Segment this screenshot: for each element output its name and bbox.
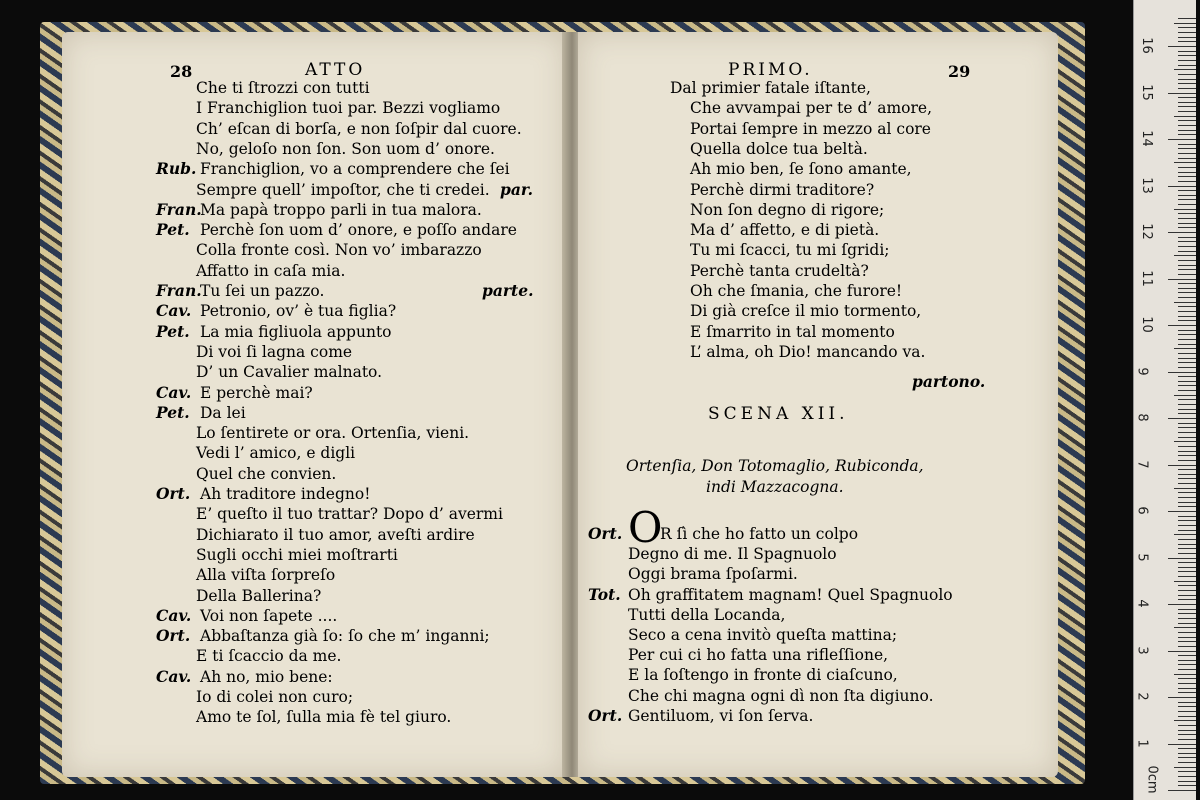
ruler-tick (1178, 613, 1196, 614)
verse-line: I Franchiglion tuoi par. Bezzi vogliamo (196, 99, 501, 118)
ruler-tick (1178, 148, 1196, 149)
speaker-label: Pet. (156, 321, 190, 341)
ruler-tick (1174, 348, 1196, 349)
ruler-tick (1178, 655, 1196, 656)
aria-line: Tu mi ſcacci, tu mi ſgridi; (690, 241, 890, 260)
ruler-tick (1178, 609, 1196, 610)
ruler-tick (1178, 246, 1196, 247)
ruler-number: 15 (1138, 83, 1154, 101)
scene-characters-line-2: indi Mazzacogna. (706, 478, 844, 496)
ruler-number: 12 (1138, 223, 1154, 240)
verse-line: Petronio, ov’ è tua figlia? (200, 302, 397, 321)
speaker-label: Fran. (156, 281, 202, 300)
speaker-label: Pet. (156, 402, 190, 422)
ruler-tick (1178, 74, 1196, 75)
ruler-tick (1178, 576, 1196, 577)
ruler-tick (1178, 781, 1196, 782)
verse-line: Io di colei non curo; (196, 688, 354, 706)
ruler-tick (1178, 376, 1196, 377)
ruler-tick (1174, 209, 1196, 210)
ruler-tick (1178, 385, 1196, 386)
aria-line: Ma d’ affetto, e di pietà. (690, 221, 880, 240)
ruler-tick (1178, 785, 1196, 786)
ruler-tick (1178, 539, 1196, 540)
ruler-tick (1178, 595, 1196, 596)
verse-line: Tu ſei un pazzo. (200, 282, 325, 300)
ruler-number: 13 (1138, 176, 1154, 194)
ruler-tick (1178, 204, 1196, 205)
ruler-tick (1174, 69, 1196, 70)
ruler-tick (1178, 483, 1196, 484)
ruler-tick (1178, 120, 1196, 121)
ruler-tick (1174, 255, 1196, 256)
ruler-tick (1178, 692, 1196, 693)
ruler-tick (1178, 306, 1196, 307)
ruler-tick (1168, 651, 1196, 652)
ruler-tick (1178, 623, 1196, 624)
ruler-tick (1178, 199, 1196, 200)
right-page-header: PRIMO. (728, 60, 813, 80)
scene-characters-line-1: Ortenſia, Don Totomaglio, Rubiconda, (626, 457, 924, 475)
speaker-label: Fran. (156, 199, 202, 219)
aria-line: Perchè tanta crudeltà? (690, 261, 869, 280)
ruler-tick (1178, 530, 1196, 531)
ruler-tick (1178, 678, 1196, 679)
ruler-tick (1168, 790, 1196, 791)
verse-line: No, geloſo non ſon. Son uom d’ onore. (196, 139, 495, 158)
ruler-tick (1178, 311, 1196, 312)
ruler-tick (1178, 585, 1196, 586)
ruler-tick (1178, 79, 1196, 80)
ruler-tick (1178, 599, 1196, 600)
verse-line: Affatto in caſa mia. (196, 261, 346, 280)
ruler-tick (1178, 516, 1196, 517)
ruler-tick (1178, 32, 1196, 33)
ruler-tick (1178, 525, 1196, 526)
ruler-tick (1178, 460, 1196, 461)
ruler-tick (1178, 274, 1196, 275)
ruler-tick (1178, 730, 1196, 731)
ruler-number: 2 (1134, 692, 1150, 701)
ruler-tick (1168, 558, 1196, 559)
ruler-tick (1178, 771, 1196, 772)
aria-line: Non ſon degno di rigore; (690, 200, 885, 219)
ruler-tick (1178, 762, 1196, 763)
aria-line: L’ alma, oh Dio! mancando va. (690, 342, 926, 361)
verse-line: Amo te ſol, ſulla mia fè tel giuro. (196, 708, 452, 727)
ruler-tick (1178, 334, 1196, 335)
aria-line: Ah mio ben, ſe ſono amante, (690, 160, 912, 179)
ruler-tick (1174, 302, 1196, 303)
stage-direction: par. (500, 179, 534, 199)
ruler-tick (1174, 441, 1196, 442)
verse-line: Vedi l’ amico, e digli (196, 444, 356, 463)
ruler-number: 7 (1134, 459, 1150, 469)
ruler-tick (1168, 511, 1196, 512)
ruler-tick (1178, 144, 1196, 145)
verse-line: Ch’ eſcan di borſa, e non ſoſpir dal cuore. (196, 119, 522, 138)
ruler-tick (1178, 478, 1196, 479)
ruler-tick (1178, 102, 1196, 103)
ruler-tick (1178, 158, 1196, 159)
ruler-tick (1178, 362, 1196, 363)
ruler-tick (1168, 604, 1196, 605)
ruler-tick (1168, 325, 1196, 326)
ruler-tick (1178, 632, 1196, 633)
ruler-tick (1178, 41, 1196, 42)
stage-direction: parte. (482, 281, 534, 300)
ruler-tick (1178, 706, 1196, 707)
ruler-tick (1178, 469, 1196, 470)
dialogue-line: Per cui ci ho fatta una rifleſſione, (628, 646, 889, 665)
ruler-tick (1178, 297, 1196, 298)
verse-line: La mia figliuola appunto (200, 322, 392, 341)
ruler-tick (1178, 181, 1196, 182)
ruler-tick (1178, 260, 1196, 261)
speaker-label: Cav. (156, 301, 192, 321)
ruler-tick (1178, 27, 1196, 28)
ruler-tick (1178, 65, 1196, 66)
ruler-tick (1168, 418, 1196, 419)
ruler-tick (1178, 88, 1196, 89)
speaker-label: Rub. (156, 159, 197, 179)
ruler-tick (1168, 279, 1196, 280)
speaker-label: Pet. (156, 220, 190, 240)
ruler-number: 9 (1134, 366, 1150, 376)
verse-line: E perchè mai? (200, 383, 313, 402)
ruler-tick (1178, 497, 1196, 498)
ruler-tick (1178, 683, 1196, 684)
verse-line: Ma papà troppo parli in tua malora. (200, 200, 482, 219)
ruler-tick (1178, 55, 1196, 56)
ruler-tick (1178, 344, 1196, 345)
dialogue-line: R ſì che ho fatto un colpo (660, 525, 859, 543)
ruler-tick (1178, 548, 1196, 549)
speaker-label: Cav. (156, 605, 192, 625)
aria-line: Quella dolce tua beltà. (690, 139, 868, 158)
verse-line: Franchiglion, vo a comprendere che ſei (200, 160, 510, 179)
ruler-tick (1178, 51, 1196, 52)
ruler-tick (1178, 125, 1196, 126)
aria-line: Perchè dirmi traditore? (690, 180, 875, 199)
dialogue-line: Seco a cena invitò queſta mattina; (628, 626, 898, 644)
ruler-tick (1178, 734, 1196, 735)
verse-line: Alla viſta ſorpreſo (196, 566, 336, 585)
ruler-tick (1178, 111, 1196, 112)
dialogue-line: Oh graffitatem magnam! Quel Spagnuolo (628, 585, 953, 604)
ruler-tick (1178, 748, 1196, 749)
ruler-tick (1174, 23, 1196, 24)
ruler-tick (1178, 292, 1196, 293)
verse-line: Voi non ſapete .... (200, 606, 338, 625)
verse-line: Lo ſentirete or ora. Ortenſia, vieni. (196, 424, 470, 443)
ruler-number: 1 (1134, 738, 1150, 748)
aria-line: Oh che ſmania, che furore! (690, 282, 903, 300)
ruler-tick (1178, 167, 1196, 168)
ruler-tick (1178, 288, 1196, 289)
ruler-number: 4 (1134, 599, 1150, 608)
ruler-tick (1178, 544, 1196, 545)
ruler-tick (1178, 423, 1196, 424)
verse-line: Perchè ſon uom d’ onore, e poſſo andare (200, 221, 517, 240)
ruler-tick (1178, 716, 1196, 717)
ruler-tick (1178, 367, 1196, 368)
left-page-header: ATTO (305, 60, 366, 80)
ruler-tick (1178, 227, 1196, 228)
ruler-number: 10 (1138, 316, 1154, 333)
exit-direction: partono. (912, 372, 986, 391)
verse-line: Dichiarato il tuo amor, aveſti ardire (196, 525, 475, 544)
ruler-tick (1178, 757, 1196, 758)
right-page-number: 29 (948, 62, 971, 81)
ruler-tick (1168, 744, 1196, 745)
ruler-tick (1178, 316, 1196, 317)
speaker-label: Ort. (156, 484, 191, 503)
aria-line: Di già creſce il mio tormento, (690, 302, 922, 321)
ruler-tick (1178, 725, 1196, 726)
dialogue-line: Che chi magna ogni dì non ſta digiuno. (628, 686, 934, 705)
ruler-tick (1178, 320, 1196, 321)
measurement-ruler (1133, 0, 1196, 800)
ruler-number: 11 (1138, 269, 1154, 287)
ruler-tick (1178, 353, 1196, 354)
ruler-unit-label: 0cm (1144, 765, 1160, 794)
ruler-tick (1178, 432, 1196, 433)
ruler-tick (1178, 176, 1196, 177)
ruler-tick (1178, 269, 1196, 270)
ruler-tick (1174, 720, 1196, 721)
dialogue-line: E la ſoſtengo in fronte di ciaſcuno, (628, 666, 898, 685)
ruler-tick (1178, 646, 1196, 647)
ruler-tick (1178, 451, 1196, 452)
ruler-tick (1178, 153, 1196, 154)
ruler-tick (1174, 395, 1196, 396)
ruler-tick (1178, 618, 1196, 619)
ruler-tick (1178, 427, 1196, 428)
ruler-tick (1178, 520, 1196, 521)
verse-line: E’ queſto il tuo trattar? Dopo d’ avermi (196, 505, 503, 524)
ruler-tick (1178, 97, 1196, 98)
verse-line: D’ un Cavalier malnato. (196, 363, 383, 382)
ruler-tick (1178, 409, 1196, 410)
ruler-tick (1178, 130, 1196, 131)
ruler-tick (1178, 213, 1196, 214)
speaker-label: Cav. (156, 382, 192, 402)
ruler-tick (1178, 437, 1196, 438)
ruler-tick (1168, 697, 1196, 698)
ruler-tick (1178, 83, 1196, 84)
dialogue-line: Degno di me. Il Spagnuolo (628, 545, 837, 564)
speaker-label: Ort. (588, 705, 623, 725)
ruler-tick (1178, 134, 1196, 135)
speaker-label: Cav. (156, 666, 192, 686)
verse-line: Colla fronte così. Non vo’ imbarazzo (196, 241, 482, 260)
verse-line: Ah no, mio bene: (200, 667, 333, 686)
verse-line: Ah traditore indegno! (200, 485, 371, 503)
ruler-tick (1178, 413, 1196, 414)
ruler-tick (1174, 116, 1196, 117)
ruler-tick (1178, 404, 1196, 405)
dialogue-line: Oggi brama ſpoſarmi. (628, 565, 798, 584)
ruler-tick (1178, 241, 1196, 242)
ruler-tick (1178, 172, 1196, 173)
ruler-number: 8 (1134, 413, 1150, 422)
left-page-number: 28 (170, 62, 193, 81)
ruler-tick (1178, 637, 1196, 638)
verse-line: E ti ſcaccio da me. (196, 647, 342, 666)
ruler-tick (1168, 46, 1196, 47)
ruler-tick (1174, 767, 1196, 768)
verse-line: Sugli occhi miei moſtrarti (196, 545, 398, 564)
verse-line: Della Ballerina? (196, 586, 322, 605)
aria-line: Portai ſempre in mezzo al core (690, 119, 931, 138)
aria-line: Che avvampai per te d’ amore, (690, 99, 932, 118)
ruler-tick (1178, 590, 1196, 591)
scene-title: SCENA XII. (708, 404, 849, 424)
ruler-tick (1168, 139, 1196, 140)
ruler-tick (1178, 502, 1196, 503)
ruler-tick (1178, 218, 1196, 219)
ruler-tick (1178, 474, 1196, 475)
ruler-tick (1178, 492, 1196, 493)
ruler-tick (1178, 455, 1196, 456)
ruler-tick (1178, 37, 1196, 38)
ruler-tick (1178, 223, 1196, 224)
ruler-tick (1178, 753, 1196, 754)
ruler-tick (1178, 446, 1196, 447)
ruler-tick (1178, 390, 1196, 391)
ruler-tick (1174, 674, 1196, 675)
ruler-tick (1178, 106, 1196, 107)
verse-line: Da lei (200, 403, 246, 422)
ruler-tick (1168, 93, 1196, 94)
ruler-tick (1178, 711, 1196, 712)
verse-line: Sempre quell’ impoſtor, che ti credei. (196, 180, 490, 199)
drop-capital: O (628, 503, 663, 552)
ruler-tick (1168, 465, 1196, 466)
verse-line: Che ti ſtrozzi con tutti (196, 79, 370, 97)
ruler-tick (1178, 381, 1196, 382)
speaker-label: Ort. (156, 626, 191, 646)
dialogue-line: Gentiluom, vi ſon ſerva. (628, 706, 814, 725)
ruler-tick (1168, 186, 1196, 187)
ruler-number: 3 (1134, 645, 1150, 655)
ruler-number: 16 (1138, 37, 1154, 54)
ruler-number: 5 (1134, 552, 1150, 562)
ruler-tick (1168, 232, 1196, 233)
ruler-tick (1168, 372, 1196, 373)
aria-line: E ſmarrito in tal momento (690, 322, 895, 341)
ruler-tick (1178, 776, 1196, 777)
speaker-label: Tot. (588, 584, 621, 604)
ruler-tick (1174, 162, 1196, 163)
ruler-tick (1178, 571, 1196, 572)
ruler-tick (1178, 190, 1196, 191)
ruler-tick (1178, 251, 1196, 252)
ruler-tick (1178, 18, 1196, 19)
verse-line: Di voi ſi lagna come (196, 342, 353, 361)
ruler-tick (1178, 283, 1196, 284)
verse-line: Abbaſtanza già ſo: ſo che m’ inganni; (200, 627, 490, 646)
speaker-label: Ort. (588, 524, 623, 543)
aria-line: Dal primier fatale iſtante, (670, 79, 871, 97)
ruler-tick (1178, 399, 1196, 400)
ruler-tick (1178, 567, 1196, 568)
ruler-number: 14 (1138, 130, 1154, 147)
verse-line: Quel che convien. (196, 464, 337, 483)
ruler-tick (1178, 688, 1196, 689)
ruler-tick (1178, 339, 1196, 340)
ruler-tick (1178, 553, 1196, 554)
ruler-tick (1174, 488, 1196, 489)
ruler-tick (1178, 330, 1196, 331)
ruler-tick (1178, 660, 1196, 661)
ruler-tick (1174, 581, 1196, 582)
ruler-tick (1178, 664, 1196, 665)
ruler-tick (1178, 702, 1196, 703)
ruler-tick (1178, 358, 1196, 359)
ruler-number: 6 (1134, 506, 1150, 515)
ruler-tick (1174, 627, 1196, 628)
ruler-tick (1174, 534, 1196, 535)
ruler-tick (1178, 506, 1196, 507)
ruler-tick (1178, 265, 1196, 266)
ruler-tick (1178, 669, 1196, 670)
ruler-tick (1178, 739, 1196, 740)
ruler-tick (1178, 237, 1196, 238)
ruler-tick (1178, 195, 1196, 196)
dialogue-line: Tutti della Locanda, (628, 605, 786, 624)
ruler-tick (1178, 60, 1196, 61)
ruler-tick (1178, 641, 1196, 642)
ruler-tick (1178, 562, 1196, 563)
